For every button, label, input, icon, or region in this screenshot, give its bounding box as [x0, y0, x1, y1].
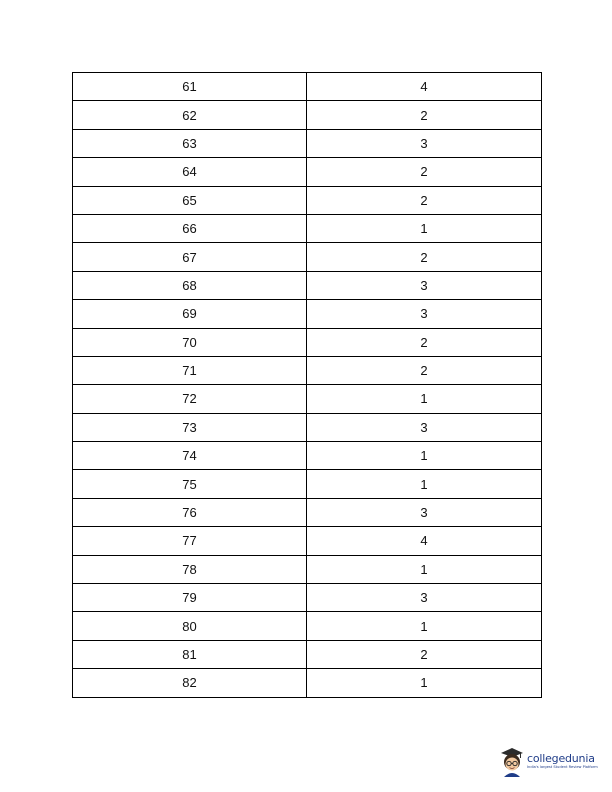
table-row: [73, 271, 542, 299]
collegedunia-logo: [499, 744, 603, 778]
answer-key-table-body: [73, 73, 542, 698]
question-number-cell: 81: [73, 640, 307, 668]
answer-cell: 2: [307, 186, 542, 214]
question-number-cell: 79: [73, 584, 307, 612]
brand-tagline: India's largest Student Review Platform: [527, 764, 598, 769]
question-number-cell: 75: [73, 470, 307, 498]
answer-cell: 2: [307, 101, 542, 129]
answer-cell: 3: [307, 498, 542, 526]
table-row: [73, 186, 542, 214]
answer-cell: 1: [307, 612, 542, 640]
table-row: [73, 385, 542, 413]
table-row: [73, 612, 542, 640]
table-row: [73, 129, 542, 157]
table-row: [73, 214, 542, 242]
answer-key-table: [72, 72, 542, 698]
answer-cell: 1: [307, 669, 542, 697]
question-number-cell: 63: [73, 129, 307, 157]
question-number-cell: 78: [73, 555, 307, 583]
table-row: [73, 328, 542, 356]
question-number-cell: 76: [73, 498, 307, 526]
table-row: [73, 243, 542, 271]
table-row: [73, 73, 542, 101]
answer-cell: 3: [307, 300, 542, 328]
question-number-cell: 82: [73, 669, 307, 697]
table-row: [73, 101, 542, 129]
question-number-cell: 70: [73, 328, 307, 356]
answer-cell: 4: [307, 73, 542, 101]
answer-cell: 4: [307, 527, 542, 555]
answer-cell: 2: [307, 158, 542, 186]
answer-cell: 2: [307, 356, 542, 384]
answer-cell: 2: [307, 243, 542, 271]
table-row: [73, 527, 542, 555]
table-row: [73, 669, 542, 697]
answer-cell: 1: [307, 385, 542, 413]
answer-cell: 3: [307, 584, 542, 612]
answer-cell: 1: [307, 442, 542, 470]
student-mascot-icon: [499, 745, 525, 777]
table-row: [73, 300, 542, 328]
question-number-cell: 77: [73, 527, 307, 555]
question-number-cell: 74: [73, 442, 307, 470]
question-number-cell: 64: [73, 158, 307, 186]
question-number-cell: 80: [73, 612, 307, 640]
table-row: [73, 470, 542, 498]
answer-cell: 3: [307, 271, 542, 299]
question-number-cell: 65: [73, 186, 307, 214]
question-number-cell: 61: [73, 73, 307, 101]
brand-name: collegedunia: [527, 752, 595, 765]
question-number-cell: 66: [73, 214, 307, 242]
table-row: [73, 555, 542, 583]
question-number-cell: 69: [73, 300, 307, 328]
question-number-cell: 62: [73, 101, 307, 129]
brand-text: [527, 753, 598, 770]
table-row: [73, 640, 542, 668]
answer-cell: 2: [307, 328, 542, 356]
table-row: [73, 158, 542, 186]
answer-cell: 1: [307, 470, 542, 498]
answer-cell: 3: [307, 129, 542, 157]
table-row: [73, 356, 542, 384]
answer-cell: 3: [307, 413, 542, 441]
answer-cell: 1: [307, 214, 542, 242]
table-row: [73, 413, 542, 441]
table-row: [73, 442, 542, 470]
question-number-cell: 67: [73, 243, 307, 271]
table-row: [73, 498, 542, 526]
question-number-cell: 68: [73, 271, 307, 299]
answer-cell: 2: [307, 640, 542, 668]
question-number-cell: 73: [73, 413, 307, 441]
question-number-cell: 71: [73, 356, 307, 384]
question-number-cell: 72: [73, 385, 307, 413]
answer-cell: 1: [307, 555, 542, 583]
table-row: [73, 584, 542, 612]
